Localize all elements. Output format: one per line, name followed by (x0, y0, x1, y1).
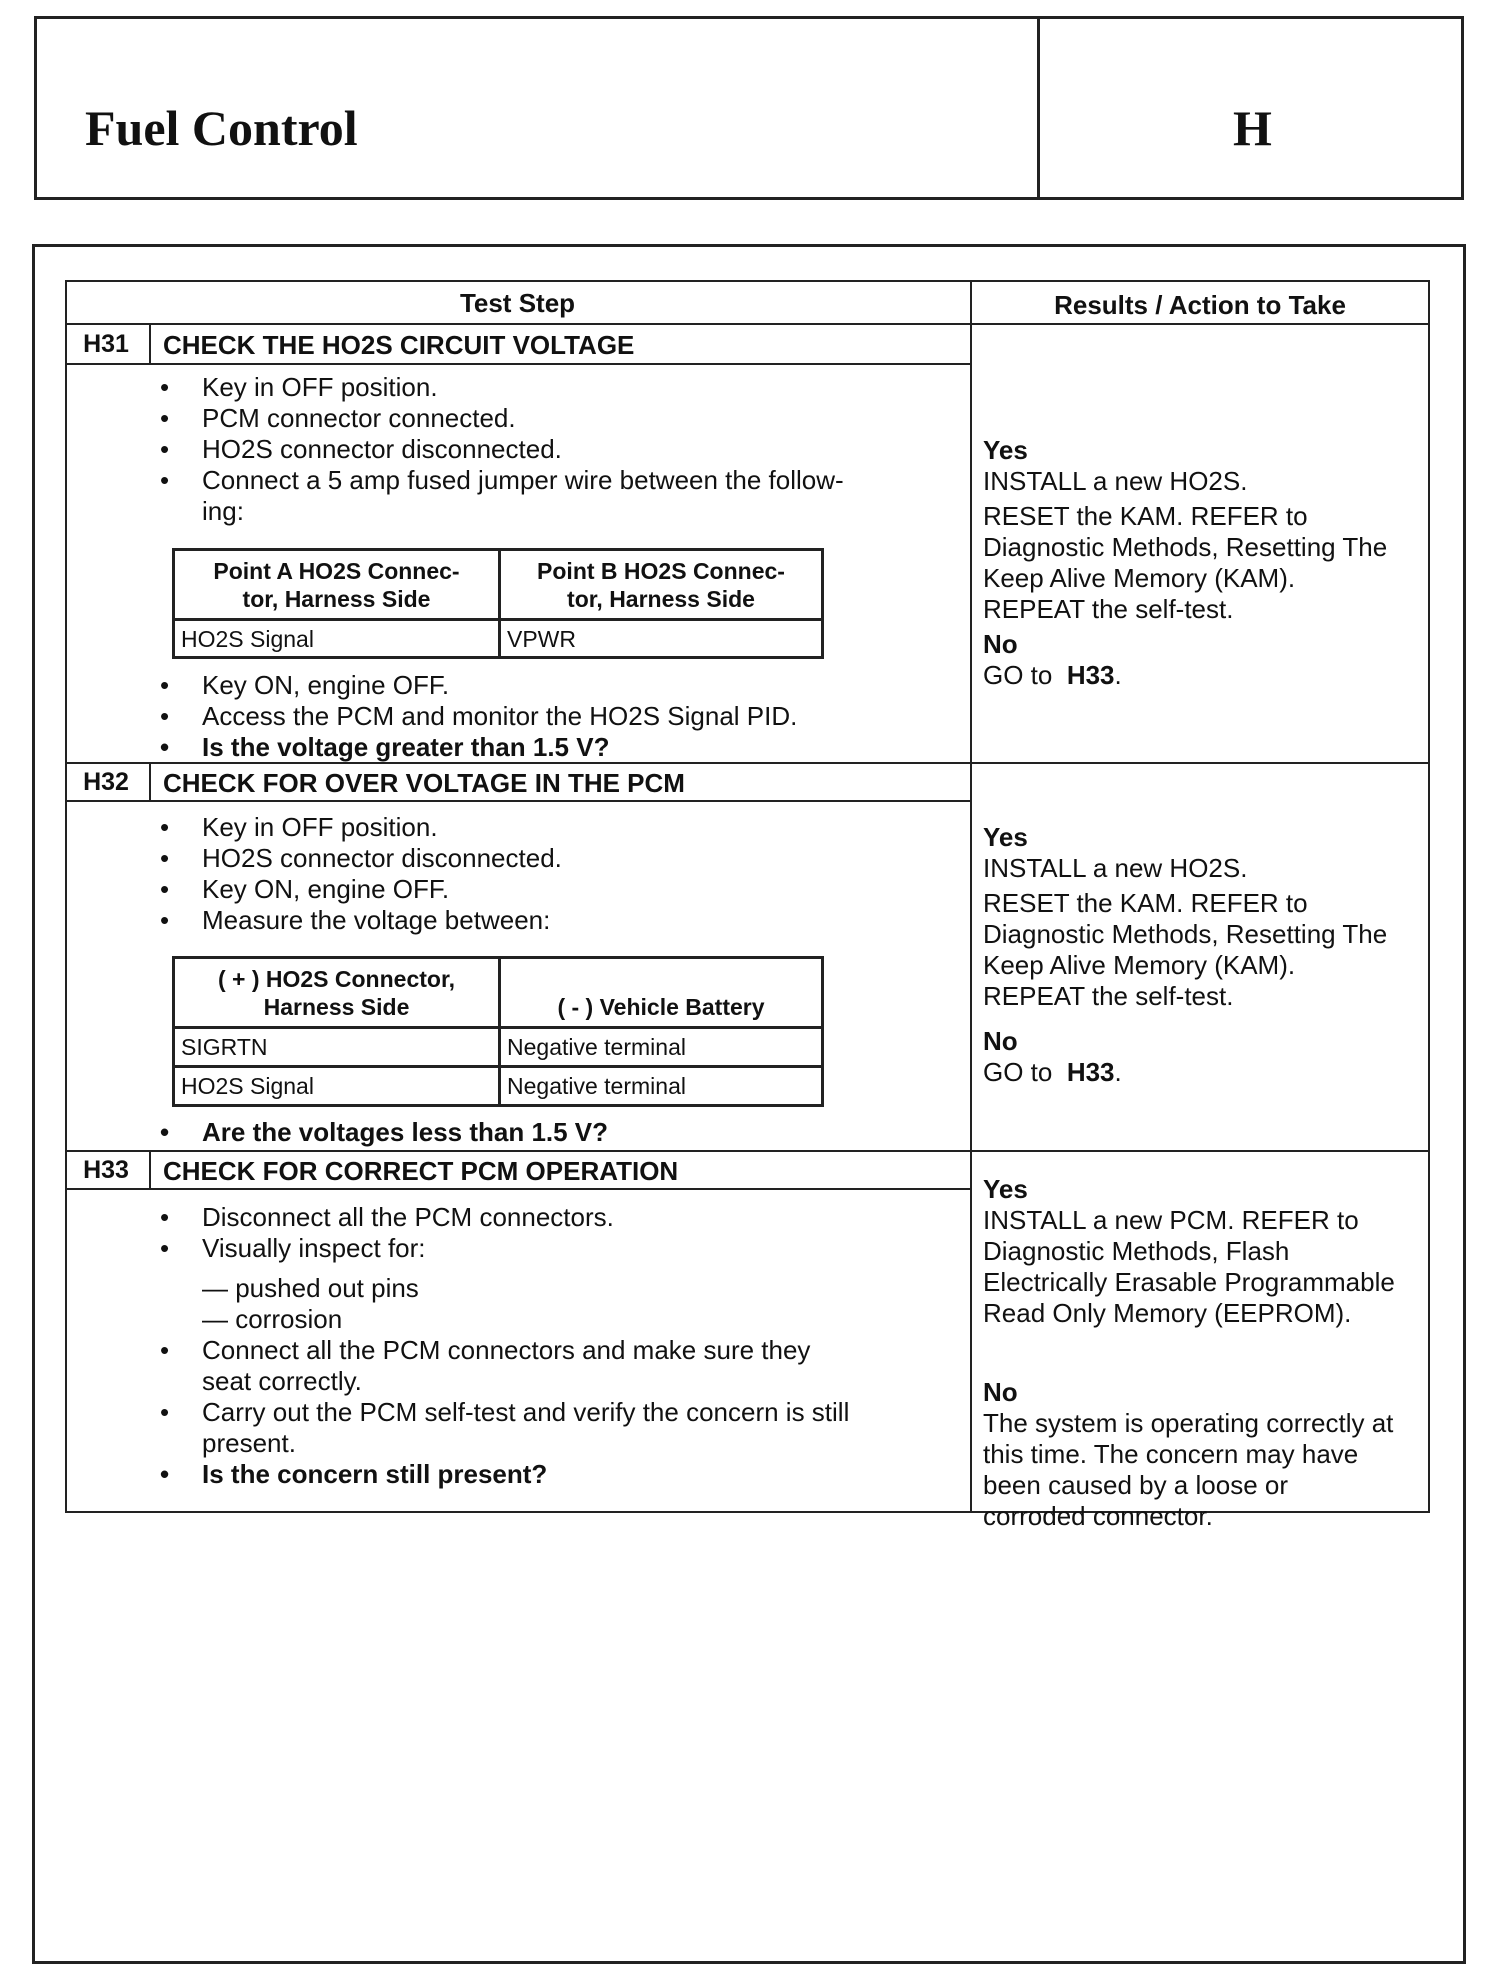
result-text: Keep Alive Memory (KAM). (983, 950, 1296, 980)
h32-measure-table (172, 956, 824, 1107)
table-cell: HO2S Signal (181, 1073, 314, 1099)
result-text: The system is operating correctly at (983, 1408, 1394, 1438)
result-yes-label: Yes (983, 1174, 1028, 1204)
list-item: • Key ON, engine OFF. (160, 670, 797, 701)
result-no-label: No (983, 629, 1018, 659)
step-heading: CHECK THE HO2S CIRCUIT VOLTAGE (163, 330, 635, 360)
step-h33-list (160, 1202, 849, 1490)
column-header-results: Results / Action to Take (1054, 290, 1346, 320)
list-item: • Carry out the PCM self-test and verify the concern is still (160, 1397, 849, 1428)
list-item: • Connect a 5 amp fused jumper wire between the follow- (160, 465, 844, 496)
step-id: H32 (83, 768, 129, 796)
h33-result (983, 1174, 1395, 1532)
step-heading: CHECK FOR CORRECT PCM OPERATION (163, 1156, 679, 1186)
result-no-label: No (983, 1026, 1018, 1056)
result-text: REPEAT the self-test. (983, 981, 1234, 1011)
table-header: Point B HO2S Connec- tor, Harness Side (537, 558, 785, 612)
page-header (34, 16, 1464, 200)
h32-result (983, 822, 1387, 1088)
step-h31-list (160, 372, 844, 527)
table-header: Point A HO2S Connec- tor, Harness Side (213, 558, 460, 612)
result-text: Diagnostic Methods, Flash (983, 1236, 1290, 1266)
h31-jumper-table (172, 548, 824, 659)
list-item: • Disconnect all the PCM connectors. (160, 1202, 849, 1233)
result-text: RESET the KAM. REFER to (983, 888, 1308, 918)
step-id: H31 (83, 330, 129, 358)
list-item-continuation: ing: (202, 496, 244, 526)
result-yes-label: Yes (983, 435, 1028, 465)
step-id: H33 (83, 1156, 129, 1184)
h31-result (983, 435, 1387, 691)
result-text: Diagnostic Methods, Resetting The (983, 919, 1388, 949)
list-item: • HO2S connector disconnected. (160, 843, 562, 874)
list-item: • PCM connector connected. (160, 403, 844, 434)
list-item: • Access the PCM and monitor the HO2S Signal PID. (160, 701, 797, 732)
list-item: • Measure the voltage between: (160, 905, 562, 936)
table-header: ( - ) Vehicle Battery (557, 994, 765, 1020)
step-h31-list-after (160, 670, 797, 763)
list-item-continuation: present. (202, 1428, 296, 1458)
table-cell: HO2S Signal (181, 626, 314, 652)
table-cell: Negative terminal (507, 1034, 686, 1060)
section-letter: H (1233, 100, 1272, 156)
list-item: • Key ON, engine OFF. (160, 874, 562, 905)
step-question: • Is the concern still present? (160, 1459, 849, 1490)
list-item: • HO2S connector disconnected. (160, 434, 844, 465)
step-heading: CHECK FOR OVER VOLTAGE IN THE PCM (163, 768, 685, 798)
step-question: • Are the voltages less than 1.5 V? (160, 1117, 608, 1148)
result-text: GO to H33. (983, 1057, 1122, 1087)
list-item: • Visually inspect for: (160, 1233, 849, 1264)
result-text: GO to H33. (983, 660, 1122, 690)
list-subitem: — pushed out pins (202, 1273, 419, 1303)
list-item-continuation: seat correctly. (202, 1366, 362, 1396)
list-subitem: — corrosion (202, 1304, 343, 1334)
result-text: corroded connector. (983, 1501, 1213, 1531)
list-item: • Connect all the PCM connectors and make sure they (160, 1335, 849, 1366)
table-cell: SIGRTN (181, 1034, 268, 1060)
list-item: • Key in OFF position. (160, 812, 562, 843)
result-text: Read Only Memory (EEPROM). (983, 1298, 1352, 1328)
result-text: Keep Alive Memory (KAM). (983, 563, 1296, 593)
result-text: INSTALL a new HO2S. (983, 466, 1248, 496)
result-text: this time. The concern may have (983, 1439, 1359, 1469)
result-text: INSTALL a new PCM. REFER to (983, 1205, 1359, 1235)
table-header: ( + ) HO2S Connector, Harness Side (217, 966, 456, 1020)
step-h32-list (160, 812, 562, 936)
step-question: • Is the voltage greater than 1.5 V? (160, 732, 797, 763)
table-cell: VPWR (507, 626, 576, 652)
result-text: been caused by a loose or (983, 1470, 1288, 1500)
result-text: RESET the KAM. REFER to (983, 501, 1308, 531)
result-text: Diagnostic Methods, Resetting The (983, 532, 1388, 562)
step-reference[interactable]: H33 (1066, 1057, 1115, 1087)
result-no-label: No (983, 1377, 1018, 1407)
result-text: REPEAT the self-test. (983, 594, 1234, 624)
list-item: • Key in OFF position. (160, 372, 844, 403)
result-text: Electrically Erasable Programmable (983, 1267, 1395, 1297)
table-cell: Negative terminal (507, 1073, 686, 1099)
step-reference[interactable]: H33 (1066, 660, 1115, 690)
column-header-test-step: Test Step (459, 288, 576, 318)
result-yes-label: Yes (983, 822, 1028, 852)
page-title: Fuel Control (85, 100, 358, 156)
step-h32-question (160, 1117, 608, 1148)
result-text: INSTALL a new HO2S. (983, 853, 1248, 883)
